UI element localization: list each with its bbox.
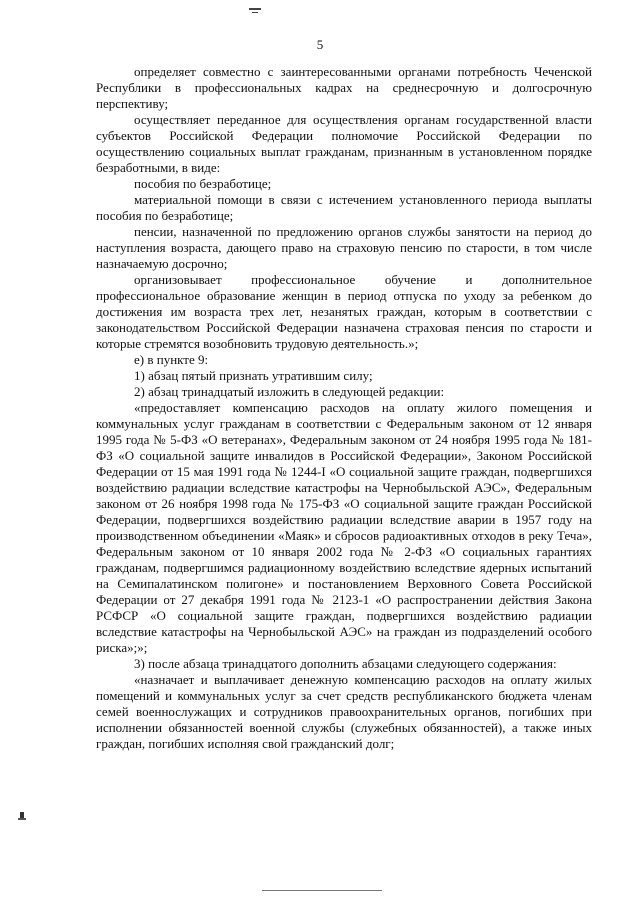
scan-artifact — [249, 8, 261, 10]
scan-artifact — [262, 890, 382, 891]
paragraph: пенсии, назначенной по предложению органов службы занятости на период до наступления возраста, дающего право на страховую пенсию по старости, в том числе назначаемую досрочно; — [96, 224, 592, 271]
page-number: 5 — [316, 37, 324, 52]
scan-artifact — [18, 818, 26, 820]
paragraph: осуществляет переданное для осуществления органам государственной власти субъектов Российской Федерации полномочие Российской Федерации по осуществлению социальных выплат гражданам, признанным в установленном порядке безработными, в виде: — [96, 112, 592, 175]
paragraph: определяет совместно с заинтересованными органами потребность Чеченской Республики в профессиональных кадрах на среднесрочную и долгосрочную перспективу; — [96, 64, 592, 111]
paragraph: е) в пункте 9: — [134, 352, 209, 367]
paragraph: «предоставляет компенсацию расходов на оплату жилого помещения и коммунальных услуг гражданам в соответствии с Федеральным законом от 12 января 1995 года № 5-ФЗ «О ветеранах», Федеральным законом от 24 ноября 1995 года № 181-ФЗ «О социальной защите инвалидов в Российской Федерации», Законом Российской Федерации от 15 мая 1991 года № 1244-I «О социальной защите граждан, подвергшихся воздействию радиации вследствие катастрофы на Чернобыльской АЭС», Федеральным законом от 26 ноября 1998 года № 175-ФЗ «О социальной защите граждан Российской Федерации, подвергшихся воздействию радиации вследствие аварии в 1957 году на производственном объединении «Маяк» и сбросов радиоактивных отходов в реку Теча», Федеральным законом от 10 января 2002 года № 2-ФЗ «О социальных гарантиях гражданам, подвергшимся радиационному воздействию вследствие ядерных испытаний на Семипалатинском полигоне» и постановлением Верховного Совета Российской Федерации от 27 декабря 1991 года № 2123-1 «О распространении действия Закона РСФСР «О социальной защите граждан, подвергшихся воздействию радиации вследствие катастрофы на Чернобыльской АЭС» на граждан из подразделений особого риска»;»; — [96, 400, 592, 655]
document-body — [96, 64, 592, 752]
paragraph: 3) после абзаца тринадцатого дополнить абзацами следующего содержания: — [134, 656, 557, 671]
paragraph: пособия по безработице; — [134, 176, 272, 191]
paragraph: «назначает и выплачивает денежную компенсацию расходов на оплату жилых помещений и коммунальных услуг за счет средств республиканского бюджета членам семей военнослужащих и сотрудников правоохранительных органов, погибших при исполнении обязанностей военной службы (служебных обязанностей), а также иных граждан, погибших исполняя свой гражданский долг; — [96, 672, 592, 751]
paragraph: организовывает профессиональное обучение и дополнительное профессиональное образование женщин в период отпуска по уходу за ребенком до достижения им возраста трех лет, незанятых граждан, которым в соответствии с законодательством Российской Федерации назначена страховая пенсия по старости и которые стремятся возобновить трудовую деятельность.»; — [96, 272, 592, 351]
paragraph: 1) абзац пятый признать утратившим силу; — [134, 368, 373, 383]
paragraph: 2) абзац тринадцатый изложить в следующей редакции: — [134, 384, 445, 399]
paragraph: материальной помощи в связи с истечением установленного периода выплаты пособия по безработице; — [96, 192, 592, 223]
scan-artifact — [252, 12, 258, 13]
